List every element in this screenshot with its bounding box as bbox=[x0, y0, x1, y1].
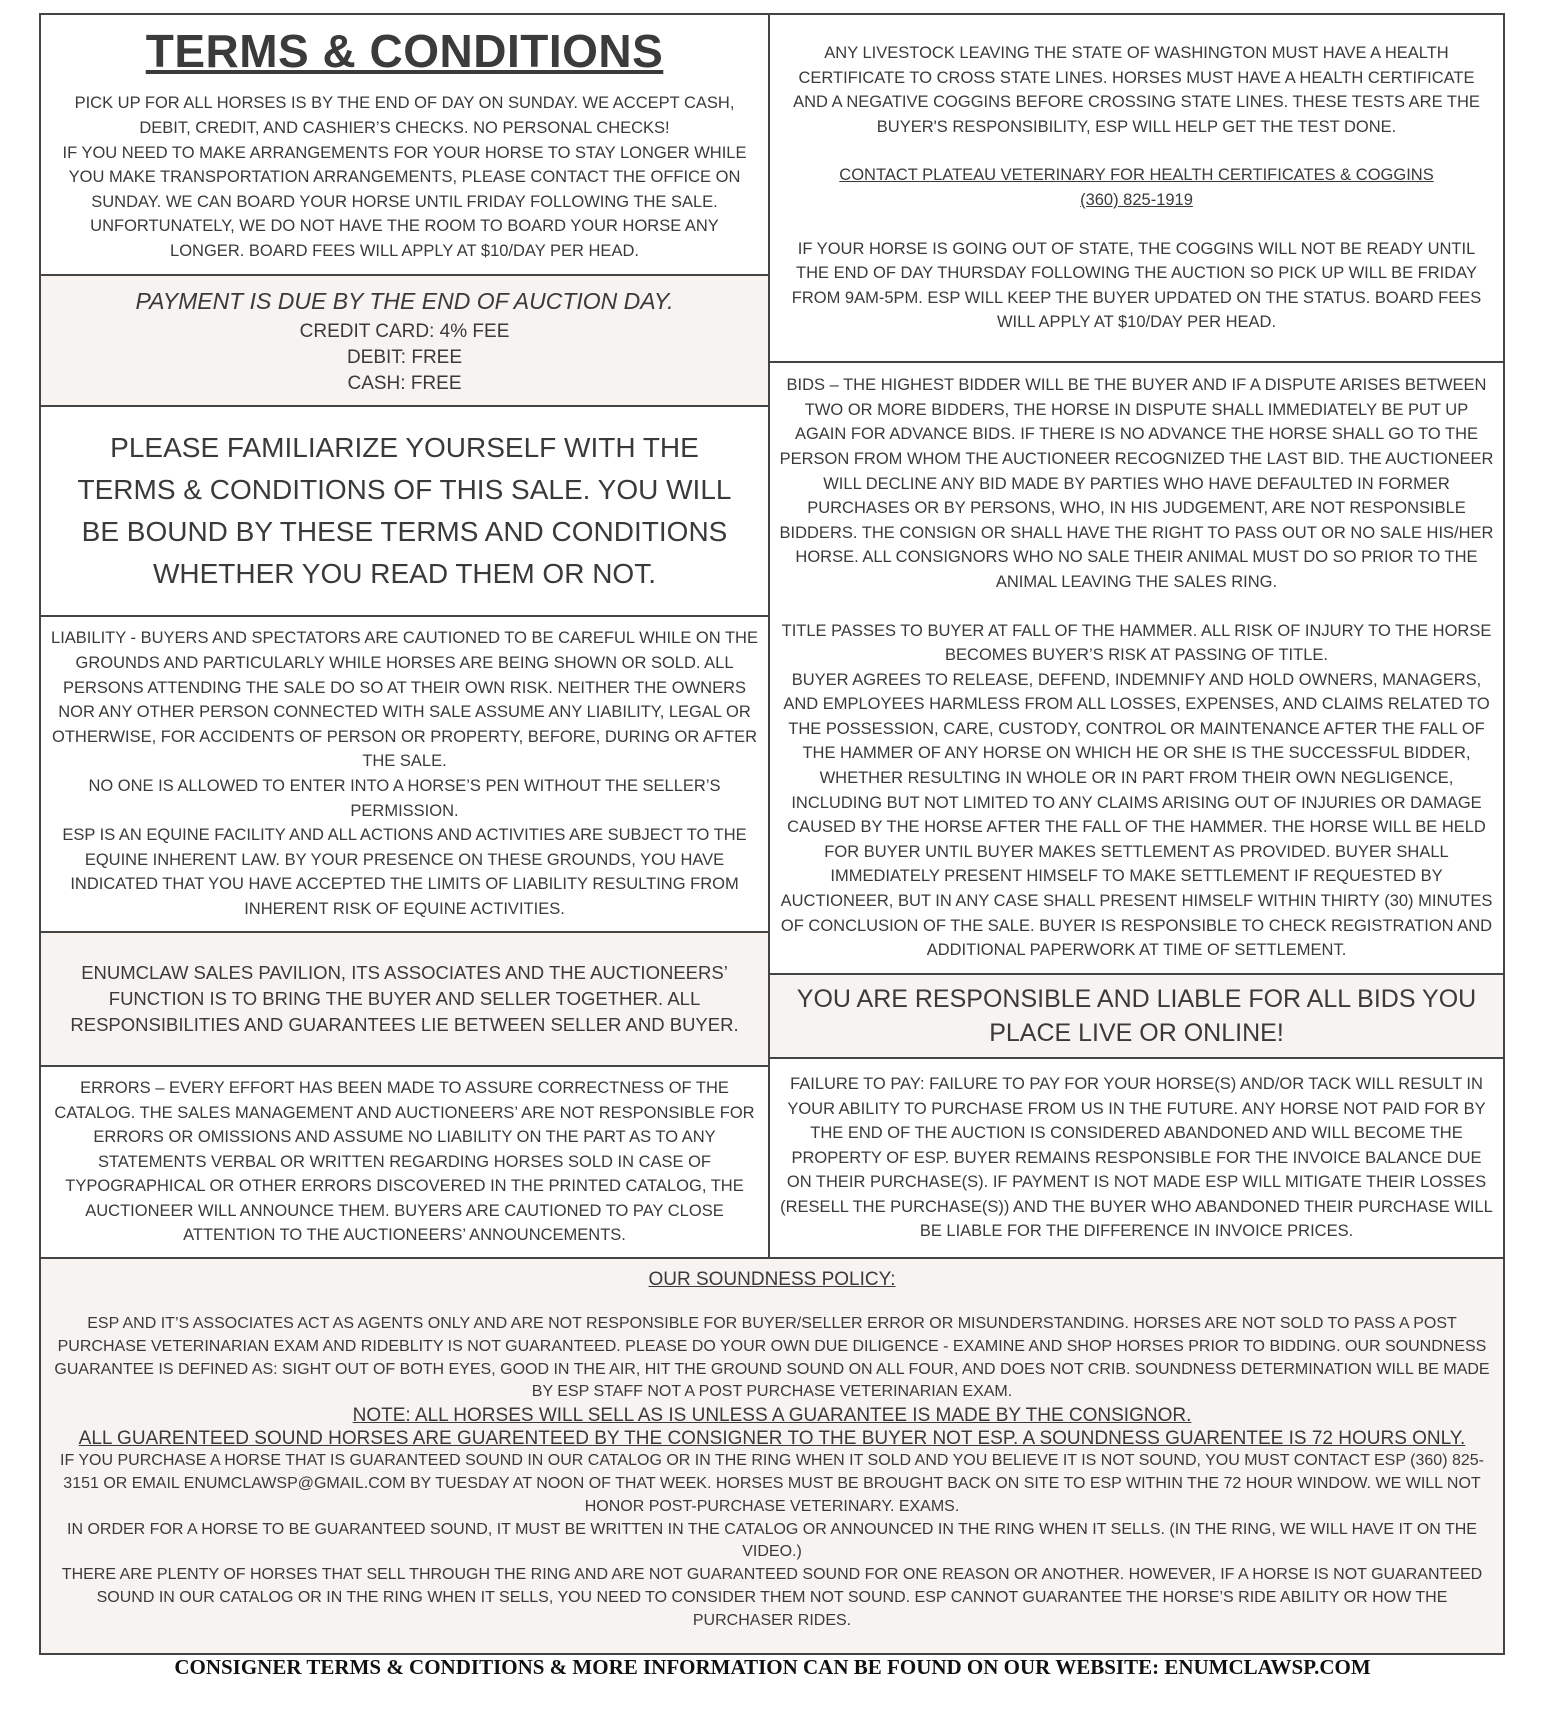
title-passes-text-1: TITLE PASSES TO BUYER AT FALL OF THE HAMMER. ALL RISK OF INJURY TO THE HORSE BECOMES BUYER’S RISK AT PASSING OF TITLE. bbox=[781, 621, 1492, 665]
failure-text: FAILURE TO PAY: FAILURE TO PAY FOR YOUR HORSE(S) AND/OR TACK WILL RESULT IN YOUR ABILITY TO PURCHASE FROM US IN THE FUTURE. ANY HORSE NOT PAID FOR BY THE END OF THE AUCTION IS CONSIDERED ABANDONED AND WILL BECOME THE PROPERTY OF ESP. BUYER REMAINS RESPONSIBLE FOR THE INVOICE BALANCE DUE ON THEIR PURCHASE(S). IF PAYMENT IS NOT MADE ESP WILL MITIGATE THEIR LOSSES (RESELL THE PURCHASE(S)) AND THE BUYER WHO ABANDONED THEIR PURCHASE WILL BE LIABLE FOR THE DIFFERENCE IN INVOICE PRICES. bbox=[780, 1074, 1493, 1241]
pavilion-box bbox=[39, 931, 770, 1067]
bids-box bbox=[768, 361, 1505, 975]
payment-box bbox=[39, 274, 770, 407]
livestock-text: ANY LIVESTOCK LEAVING THE STATE OF WASHINGTON MUST HAVE A HEALTH CERTIFICATE TO CROSS STATE LINES. HORSES MUST HAVE A HEALTH CERTIFICATE AND A NEGATIVE COGGINS BEFORE CROSSING STATE LINES. THESE TESTS ARE THE BUYER'S RESPONSIBILITY, ESP WILL HELP GET THE TEST DONE. bbox=[793, 44, 1480, 136]
failure-box bbox=[768, 1057, 1505, 1259]
coggins-text: IF YOUR HORSE IS GOING OUT OF STATE, THE COGGINS WILL NOT BE READY UNTIL THE END OF DAY THURSDAY FOLLOWING THE AUCTION SO PICK UP WILL BE FRIDAY FROM 9AM-5PM. ESP WILL KEEP THE BUYER UPDATED ON THE STATUS. BOARD FEES WILL APPLY AT $10/DAY PER HEAD. bbox=[791, 239, 1482, 332]
soundness-intro: ESP AND IT’S ASSOCIATES ACT AS AGENTS ONLY AND ARE NOT RESPONSIBLE FOR BUYER/SELLER ERROR OR MISUNDERSTANDING. HORSES ARE NOT SOLD TO PASS A POST PURCHASE VETERINARIAN EXAM AND RIDEBLITY IS NOT GUARANTEED. PLEASE DO YOUR OWN DUE DILIGENCE - EXAMINE AND SHOP HORSES PRIOR TO BIDDING. OUR SOUNDNESS GUARANTEE IS DEFINED AS: SIGHT OUT OF BOTH EYES, GOOD IN THE AIR, HIT THE GROUND SOUND ON ALL FOUR, AND DOES NOT CRIB. SOUNDNESS DETERMINATION WILL BE MADE BY ESP STAFF NOT A POST PURCHASE VETERINARIAN EXAM. bbox=[54, 1315, 1490, 1401]
errors-text: ERRORS – EVERY EFFORT HAS BEEN MADE TO ASSURE CORRECTNESS OF THE CATALOG. THE SALES MANAGEMENT AND AUCTIONEERS’ ARE NOT RESPONSIBLE FOR ERRORS OR OMISSIONS AND ASSUME NO LIABILITY ON THE PART AS TO ANY STATEMENTS VERBAL OR WRITTEN REGARDING HORSES SOLD IN CASE OF TYPOGRAPHICAL OR OTHER ERRORS DISCOVERED IN THE PRINTED CATALOG, THE AUCTIONEER WILL ANNOUNCE THEM. BUYERS ARE CAUTIONED TO PAY CLOSE ATTENTION TO THE AUCTIONEERS’ ANNOUNCEMENTS. bbox=[54, 1078, 755, 1245]
pickup-text-1: PICK UP FOR ALL HORSES IS BY THE END OF DAY ON SUNDAY. WE ACCEPT CASH, DEBIT, CREDIT, AND CASHIER’S CHECKS. NO PERSONAL CHECKS! bbox=[74, 94, 735, 138]
pavilion-text: ENUMCLAW SALES PAVILION, ITS ASSOCIATES AND THE AUCTIONEERS’ FUNCTION IS TO BRING THE BUYER AND SELLER TOGETHER. ALL RESPONSIBILITIES AND GUARANTEES LIE BETWEEN SELLER AND BUYER. bbox=[70, 962, 739, 1035]
soundness-note-2: ALL GUARENTEED SOUND HORSES ARE GUARENTEED BY THE CONSIGNER TO THE BUYER NOT ESP. A SOUNDNESS GUARENTEE IS 72 HOURS ONLY. bbox=[78, 1428, 1466, 1450]
vet-phone-link[interactable]: (360) 825-1919 bbox=[1080, 191, 1193, 209]
responsible-box bbox=[768, 973, 1505, 1059]
terms-header-box bbox=[39, 13, 770, 276]
payment-credit: CREDIT CARD: 4% FEE bbox=[299, 320, 510, 342]
livestock-box bbox=[768, 13, 1505, 363]
soundness-paragraph-2: IN ORDER FOR A HORSE TO BE GUARANTEED SOUND, IT MUST BE WRITTEN IN THE CATALOG OR ANNOUNCED IN THE RING WHEN IT SELLS. (IN THE RING, WE WILL HAVE IT ON THE VIDEO.) bbox=[67, 1520, 1477, 1561]
soundness-paragraph-3: THERE ARE PLENTY OF HORSES THAT SELL THROUGH THE RING AND ARE NOT GUARANTEED SOUND FOR ONE REASON OR ANOTHER. HOWEVER, IF A HORSE IS NOT GUARANTEED SOUND IN OUR CATALOG OR IN THE RING WHEN IT SELLS, YOU NEED TO CONSIDER THEM NOT SOUND. ESP CANNOT GUARANTEE THE HORSE’S RIDE ABILITY OR HOW THE PURCHASER RIDES. bbox=[61, 1566, 1483, 1629]
pickup-text-2: IF YOU NEED TO MAKE ARRANGEMENTS FOR YOUR HORSE TO STAY LONGER WHILE YOU MAKE TRANSPORTATION ARRANGEMENTS, PLEASE CONTACT THE OFFICE ON SUNDAY. WE CAN BOARD YOUR HORSE UNTIL FRIDAY FOLLOWING THE SALE. UNFORTUNATELY, WE DO NOT HAVE THE ROOM TO BOARD YOUR HORSE ANY LONGER. BOARD FEES WILL APPLY AT $10/DAY PER HEAD. bbox=[62, 143, 747, 260]
page-title: TERMS & CONDITIONS bbox=[145, 25, 664, 78]
errors-box bbox=[39, 1065, 770, 1259]
soundness-note-1: NOTE: ALL HORSES WILL SELL AS IS UNLESS A GUARANTEE IS MADE BY THE CONSIGNOR. bbox=[352, 1405, 1192, 1427]
liability-text-3: ESP IS AN EQUINE FACILITY AND ALL ACTIONS AND ACTIVITIES ARE SUBJECT TO THE EQUINE INHERENT LAW. BY YOUR PRESENCE ON THESE GROUNDS, YOU HAVE INDICATED THAT YOU HAVE ACCEPTED THE LIMITS OF LIABILITY RESULTING FROM INHERENT RISK OF EQUINE ACTIVITIES. bbox=[62, 826, 747, 918]
liability-text-1: LIABILITY - BUYERS AND SPECTATORS ARE CAUTIONED TO BE CAREFUL WHILE ON THE GROUNDS AND PARTICULARLY WHILE HORSES ARE BEING SHOWN OR SOLD. ALL PERSONS ATTENDING THE SALE DO SO AT THEIR OWN RISK. NEITHER THE OWNERS NOR ANY OTHER PERSON CONNECTED WITH SALE ASSUME ANY LIABILITY, LEGAL OR OTHERWISE, FOR ACCIDENTS OF PERSON OR PROPERTY, BEFORE, DURING OR AFTER THE SALE. bbox=[51, 629, 758, 771]
title-passes-text-2: BUYER AGREES TO RELEASE, DEFEND, INDEMNIFY AND HOLD OWNERS, MANAGERS, AND EMPLOYEES HARMLESS FROM ALL LOSSES, EXPENSES, AND CLAIMS RELATED TO THE POSSESSION, CARE, CUSTODY, CONTROL OR MAINTENANCE AFTER THE FALL OF THE HAMMER OF ANY HORSE ON WHICH HE OR SHE IS THE SUCCESSFUL BIDDER, WHETHER RESULTING IN WHOLE OR IN PART FROM THEIR OWN NEGLIGENCE, INCLUDING BUT NOT LIMITED TO ANY CLAIMS ARISING OUT OF INJURIES OR DAMAGE CAUSED BY THE HORSE AFTER THE FALL OF THE HAMMER. THE HORSE WILL BE HELD FOR BUYER UNTIL BUYER MAKES SETTLEMENT AS PROVIDED. BUYER SHALL IMMEDIATELY PRESENT HIMSELF TO MAKE SETTLEMENT IF REQUESTED BY AUCTIONEER, BUT IN ANY CASE SHALL PRESENT HIMSELF WITHIN THIRTY (30) MINUTES OF CONCLUSION OF THE SALE. BUYER IS RESPONSIBLE TO CHECK REGISTRATION AND ADDITIONAL PAPERWORK AT TIME OF SETTLEMENT. bbox=[780, 670, 1493, 960]
vet-contact-link[interactable]: CONTACT PLATEAU VETERINARY FOR HEALTH CERTIFICATES & COGGINS bbox=[839, 166, 1434, 185]
bids-text: BIDS – THE HIGHEST BIDDER WILL BE THE BUYER AND IF A DISPUTE ARISES BETWEEN TWO OR MORE BIDDERS, THE HORSE IN DISPUTE SHALL IMMEDIATELY BE PUT UP AGAIN FOR ADVANCE BIDS. IF THERE IS NO ADVANCE THE HORSE SHALL GO TO THE PERSON FROM WHOM THE AUCTIONEER RECOGNIZED THE LAST BID. THE AUCTIONEER WILL DECLINE ANY BID MADE BY PARTIES WHO HAVE DEFAULTED IN FORMER PURCHASES OR BY PERSONS, WHO, IN HIS JUDGEMENT, ARE NOT RESPONSIBLE BIDDERS. THE CONSIGN OR SHALL HAVE THE RIGHT TO PASS OUT OR NO SALE HIS/HER HORSE. ALL CONSIGNORS WHO NO SALE THEIR ANIMAL MUST DO SO PRIOR TO THE ANIMAL LEAVING THE SALES RING. bbox=[779, 376, 1494, 591]
liability-text-2: NO ONE IS ALLOWED TO ENTER INTO A HORSE’S PEN WITHOUT THE SELLER’S PERMISSION. bbox=[88, 777, 721, 820]
soundness-paragraph-1: IF YOU PURCHASE A HORSE THAT IS GUARANTEED SOUND IN OUR CATALOG OR IN THE RING WHEN IT SOLD AND YOU BELIEVE IT IS NOT SOUND, YOU MUST CONTACT ESP (360) 825-3151 OR EMAIL ENUMCLAWSP@GMAIL.COM BY TUESDAY AT NOON OF THAT WEEK. HORSES MUST BE BROUGHT BACK ON SITE TO ESP WITHIN THE 72 HOUR WINDOW. WE WILL NOT HONOR POST-PURCHASE VETERINARY. EXAMS. bbox=[60, 1452, 1484, 1515]
liability-box bbox=[39, 615, 770, 933]
payment-heading: PAYMENT IS DUE BY THE END OF AUCTION DAY. bbox=[135, 287, 674, 314]
familiarize-box bbox=[39, 405, 770, 617]
footer-text: CONSIGNER TERMS & CONDITIONS & MORE INFORMATION CAN BE FOUND ON OUR WEBSITE: ENUMCLAWSP.COM bbox=[174, 1655, 1371, 1679]
payment-debit: DEBIT: FREE bbox=[346, 346, 463, 368]
responsible-text: YOU ARE RESPONSIBLE AND LIABLE FOR ALL BIDS YOU PLACE LIVE OR ONLINE! bbox=[796, 985, 1477, 1047]
soundness-box bbox=[39, 1257, 1505, 1655]
familiarize-text: PLEASE FAMILIARIZE YOURSELF WITH THE TERMS & CONDITIONS OF THIS SALE. YOU WILL BE BOUND BY THESE TERMS AND CONDITIONS WHETHER YOU READ THEM OR NOT. bbox=[77, 432, 732, 589]
soundness-heading: OUR SOUNDNESS POLICY: bbox=[648, 1269, 896, 1290]
payment-cash: CASH: FREE bbox=[347, 372, 462, 394]
